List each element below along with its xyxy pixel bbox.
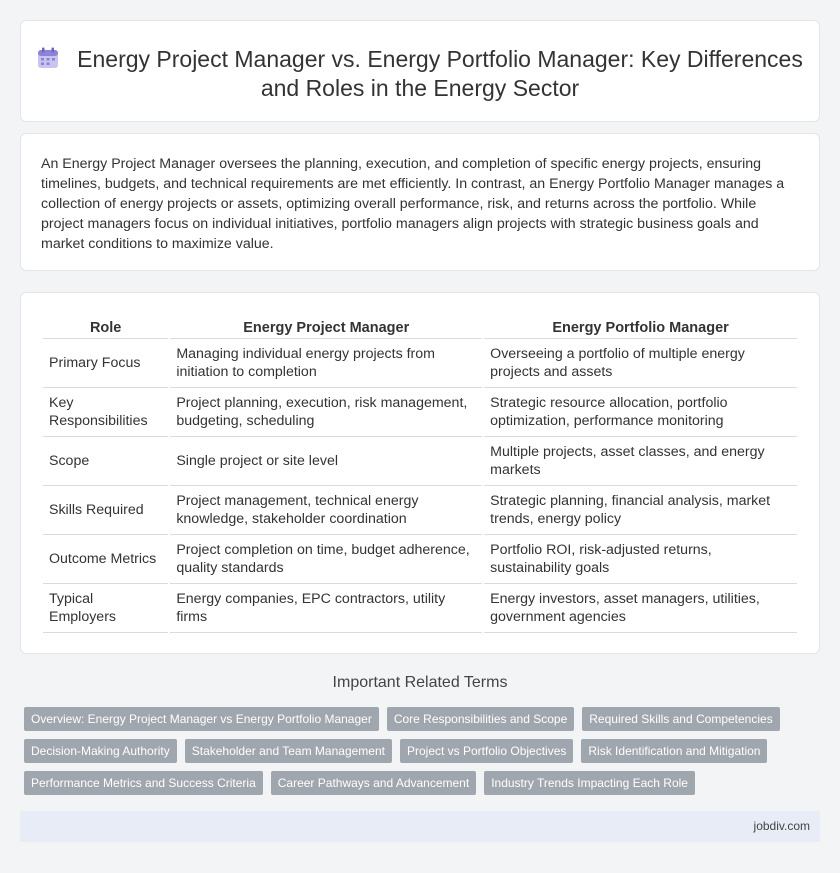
related-term-tag[interactable]: Risk Identification and Mitigation — [581, 739, 767, 763]
related-terms-heading: Important Related Terms — [332, 674, 508, 691]
comparison-table-card — [20, 292, 820, 654]
table-cell: Portfolio ROI, risk-adjusted returns, sustainability goals — [484, 535, 797, 584]
page-title: Energy Project Manager vs. Energy Portfolio Manager: Key Differences and Roles in the Energy Sector — [77, 46, 803, 101]
table-cell-role: Key Responsibilities — [43, 388, 168, 437]
column-header-portfolio-manager: Energy Portfolio Manager — [484, 313, 797, 339]
table-cell: Energy investors, asset managers, utilities, government agencies — [484, 584, 797, 633]
table-cell: Overseeing a portfolio of multiple energy projects and assets — [484, 339, 797, 388]
intro-card — [20, 133, 820, 271]
table-cell: Multiple projects, asset classes, and energy markets — [484, 437, 797, 486]
table-cell: Strategic resource allocation, portfolio optimization, performance monitoring — [484, 388, 797, 437]
table-cell: Single project or site level — [170, 437, 482, 486]
table-cell: Energy companies, EPC contractors, utility firms — [170, 584, 482, 633]
table-row — [43, 437, 797, 486]
tag-row — [24, 771, 814, 795]
table-row — [43, 584, 797, 633]
table-row — [43, 388, 797, 437]
table-cell: Project planning, execution, risk management, budgeting, scheduling — [170, 388, 482, 437]
column-header-role: Role — [43, 313, 168, 339]
related-term-tag[interactable]: Core Responsibilities and Scope — [387, 707, 574, 731]
table-cell-role: Skills Required — [43, 486, 168, 535]
tag-row — [24, 739, 814, 763]
table-cell: Project management, technical energy knowledge, stakeholder coordination — [170, 486, 482, 535]
table-cell-role: Typical Employers — [43, 584, 168, 633]
related-term-tag[interactable]: Overview: Energy Project Manager vs Energy Portfolio Manager — [24, 707, 379, 731]
related-term-tag[interactable]: Project vs Portfolio Objectives — [400, 739, 573, 763]
related-term-tag[interactable]: Performance Metrics and Success Criteria — [24, 771, 263, 795]
calendar-icon — [37, 47, 59, 69]
related-term-tag[interactable]: Industry Trends Impacting Each Role — [484, 771, 695, 795]
related-term-tag[interactable]: Decision-Making Authority — [24, 739, 177, 763]
table-cell-role: Primary Focus — [43, 339, 168, 388]
table-cell-role: Outcome Metrics — [43, 535, 168, 584]
tag-row — [24, 707, 814, 731]
related-term-tag[interactable]: Career Pathways and Advancement — [271, 771, 476, 795]
table-row — [43, 535, 797, 584]
related-terms-tags — [24, 707, 814, 803]
table-cell-role: Scope — [43, 437, 168, 486]
table-cell: Managing individual energy projects from initiation to completion — [170, 339, 482, 388]
header-card — [20, 20, 820, 122]
column-header-project-manager: Energy Project Manager — [170, 313, 482, 339]
table-cell: Strategic planning, financial analysis, market trends, energy policy — [484, 486, 797, 535]
footer — [20, 811, 820, 842]
table-cell: Project completion on time, budget adherence, quality standards — [170, 535, 482, 584]
page-title-wrap — [21, 45, 819, 103]
intro-paragraph: An Energy Project Manager oversees the planning, execution, and completion of specific energy projects, ensuring timelines, budgets, and technical requirements are met efficiently. In contrast, an Energy Portfolio Manager manages a collection of energy projects or assets, optimizing overall performance, risk, and returns across the portfolio. While project managers focus on individual initiatives, portfolio managers align projects with strategic business goals and market conditions to maximize value. — [41, 156, 785, 252]
table-row — [43, 486, 797, 535]
footer-site-link[interactable]: jobdiv.com — [753, 819, 810, 833]
table-row — [43, 339, 797, 388]
related-term-tag[interactable]: Required Skills and Competencies — [582, 707, 779, 731]
comparison-table — [41, 313, 799, 633]
table-header-row — [43, 313, 797, 339]
related-term-tag[interactable]: Stakeholder and Team Management — [185, 739, 392, 763]
